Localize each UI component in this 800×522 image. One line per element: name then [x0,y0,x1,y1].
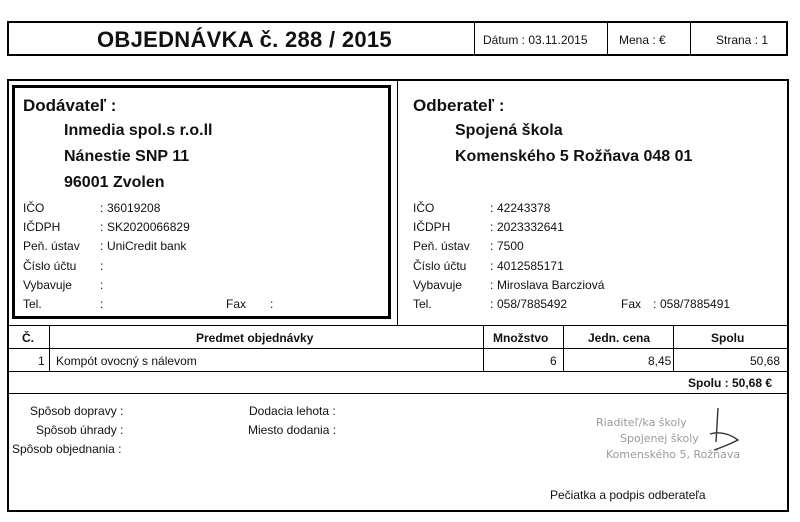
order-date: Dátum : 03.11.2015 [483,33,588,47]
page-title: OBJEDNÁVKA č. 288 / 2015 [97,27,392,52]
supplier-contact-label: Vybavuje [23,278,72,292]
customer-tel-label: Tel. [413,297,432,311]
supplier-bank-value: UniCredit bank [107,239,187,253]
customer-contact-value: Miroslava Barcziová [497,278,605,292]
row-item: Kompót ovocný s nálevom [56,354,197,368]
supplier-name: Inmedia spol.s r.o.ll [64,122,213,139]
delivery-method: Spôsob dopravy : [30,404,124,418]
row-qty: 6 [550,354,557,368]
customer-fax-label: Fax [621,297,642,311]
currency: Mena : € [619,33,666,47]
delivery-place: Miesto dodania : [248,423,337,437]
col-header-unit-price: Jedn. cena [588,331,651,345]
signature-mark [680,400,760,460]
col-header-qty: Množstvo [493,331,549,345]
customer-ico-label: IČO [413,201,435,215]
customer-tel-value: 058/7885492 [497,297,568,311]
customer-bank-label: Peň. ústav [413,239,470,253]
row-total: 50,68 [750,354,781,368]
page-number: Strana : 1 [716,33,769,47]
customer-contact-label: Vybavuje [413,278,462,292]
col-header-no: Č. [22,331,34,345]
supplier-street: Nánestie SNP 11 [64,148,190,165]
customer-heading: Odberateľ : [413,96,505,115]
supplier-bank-label: Peň. ústav [23,239,80,253]
supplier-city: 96001 Zvolen [64,174,165,191]
payment-method: Spôsob úhrady : [36,423,124,437]
customer-ico-value: 42243378 [497,201,551,215]
row-unit-price: 8,45 [648,354,672,368]
supplier-heading: Dodávateľ : [23,96,117,115]
customer-account-label: Číslo účtu [413,259,467,273]
customer-address: Komenského 5 Rožňava 048 01 [455,148,693,165]
order-sum: Spolu : 50,68 € [688,376,773,390]
supplier-ico-label: IČO [23,201,45,215]
customer-icdph-label: IČDPH [413,220,451,234]
order-method: Spôsob objednania : [12,442,122,456]
customer-icdph-value: 2023332641 [497,220,564,234]
supplier-ico-value: 36019208 [107,201,161,215]
customer-bank-value: 7500 [497,239,524,253]
customer-account-value: 4012585171 [497,259,564,273]
delivery-deadline: Dodacia lehota : [249,404,336,418]
signature-label: Pečiatka a podpis odberateľa [550,488,706,502]
stamp-line-3: Komenského 5, Rožňava [606,448,741,461]
supplier-icdph-label: IČDPH [23,220,61,234]
col-header-item: Predmet objednávky [196,331,314,345]
row-no: 1 [38,354,45,368]
col-header-total: Spolu [711,331,745,345]
stamp-line-1: Riaditeľ/ka školy [596,416,687,429]
stamp-line-2: Spojenej školy [620,432,699,445]
supplier-fax-label: Fax [226,297,247,311]
customer-fax-value: 058/7885491 [660,297,731,311]
supplier-account-label: Číslo účtu [23,259,77,273]
customer-name: Spojená škola [455,122,563,139]
supplier-tel-label: Tel. [23,297,42,311]
supplier-icdph-value: SK2020066829 [107,220,190,234]
